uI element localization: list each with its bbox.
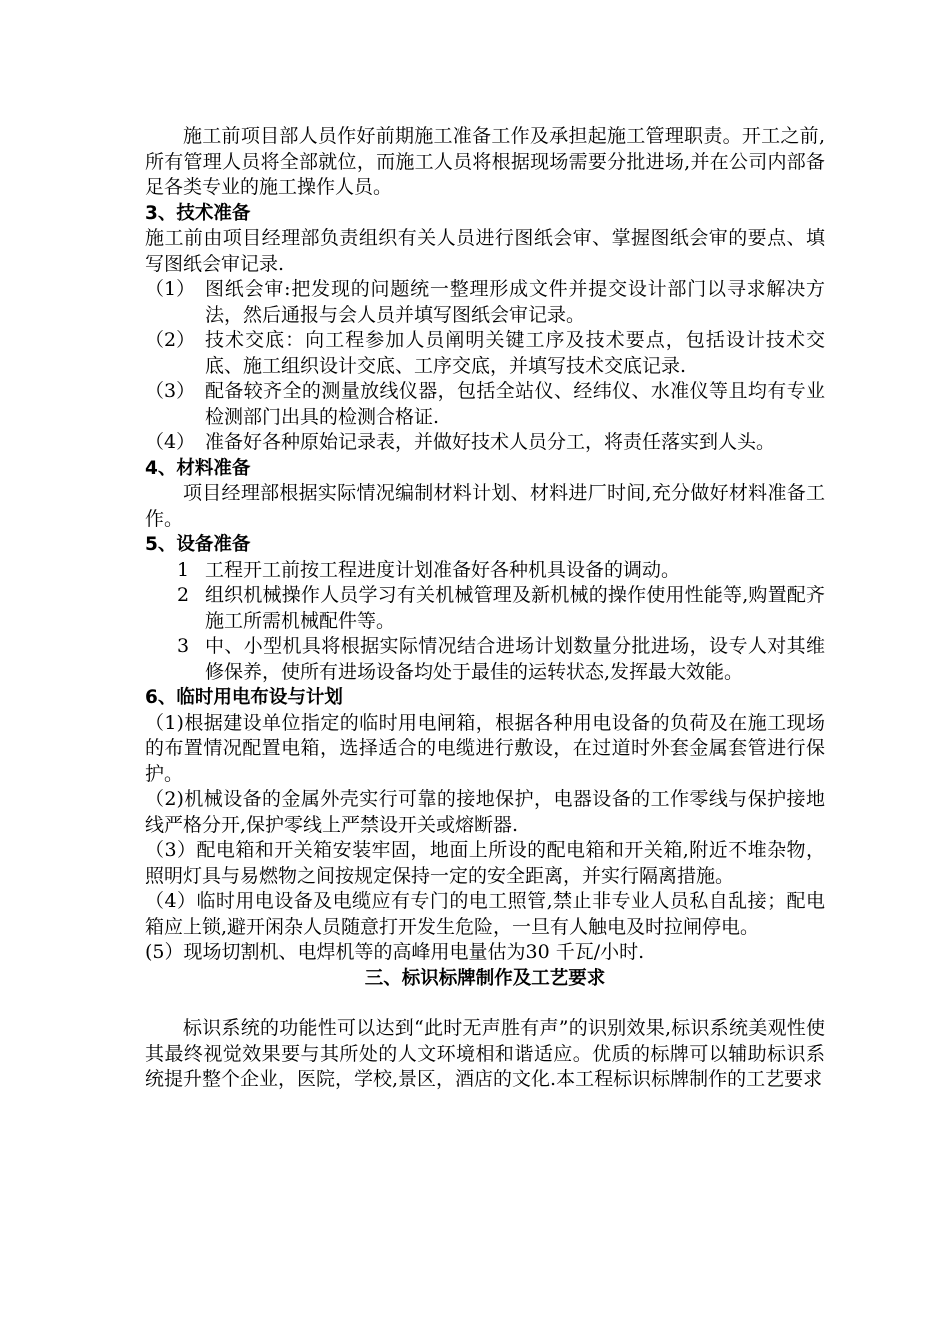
heading-tech-preparation: 3、技术准备: [145, 202, 251, 224]
signage-paragraph: 标识系统的功能性可以达到“此时无声胜有声”的识别效果,标识系统美观性使其最终视觉效果要与其所处的人文环境相和谐适应。优质的标牌可以辅助标识系统提升整个企业，医院，学校,景区，酒店的文化.本工程标识标牌制作的工艺要求: [145, 1017, 825, 1090]
item-text: 技术交底：向工程参加人员阐明关键工序及技术要点，包括设计技术交底、施工组织设计交底、工序交底，并填写技术交底记录.: [205, 329, 825, 377]
heading-temporary-power: 6、临时用电布设与计划: [145, 687, 343, 708]
power-paragraph: （4）临时用电设备及电缆应有专门的电工照管,禁止非专业人员私自乱接；配电箱应上锁,避开闲杂人员随意打开发生危险，一旦有人触电及时拉闸停电。: [145, 890, 825, 938]
heading-equipment-preparation: 5、设备准备: [145, 534, 251, 555]
equipment-item: [145, 634, 825, 685]
intro-paragraph: 施工前项目部人员作好前期施工准备工作及承担起施工管理职责。开工之前,所有管理人员将全部就位，而施工人员将根据现场需要分批进场,并在公司内部备足各类专业的施工操作人员。: [145, 125, 825, 198]
item-number: （3）: [145, 380, 196, 402]
tech-item: [145, 277, 825, 328]
item-text: 图纸会审:把发现的问题统一整理形成文件并提交设计部门以寻求解决方法，然后通报与会人员并填写图纸会审记录。: [205, 278, 825, 326]
item-number: 1: [177, 558, 190, 581]
item-text: 中、小型机具将根据实际情况结合进场计划数量分批进场，设专人对其维修保养，使所有进场设备均处于最佳的运转状态,发挥最大效能。: [205, 635, 825, 683]
heading-signage-requirements: 三、标识标牌制作及工艺要求: [364, 967, 606, 989]
tech-item: [145, 379, 825, 430]
item-number: 2: [177, 584, 190, 606]
item-text: 工程开工前按工程进度计划准备好各种机具设备的调动。: [205, 558, 681, 581]
item-text: 准备好各种原始记录表，并做好技术人员分工，将责任落实到人头。: [205, 431, 776, 453]
item-number: 3: [177, 635, 190, 657]
tech-item: [145, 430, 825, 456]
tech-intro-paragraph: 施工前由项目经理部负责组织有关人员进行图纸会审、掌握图纸会审的要点、填写图纸会审记录.: [145, 227, 825, 275]
tech-item: [145, 328, 825, 379]
material-paragraph: 项目经理部根据实际情况编制材料计划、材料进厂时间,充分做好材料准备工作。: [145, 482, 825, 530]
equipment-item: [145, 583, 825, 634]
power-paragraph: （3）配电箱和开关箱安装牢固，地面上所设的配电箱和开关箱,附近不堆杂物，照明灯具与易燃物之间按规定保持一定的安全距离，并实行隔离措施。: [145, 839, 825, 887]
heading-material-preparation: 4、材料准备: [145, 457, 251, 479]
power-paragraph: （2)机械设备的金属外壳实行可靠的接地保护，电器设备的工作零线与保护接地线严格分开,保护零线上严禁设开关或熔断器.: [145, 788, 825, 836]
item-number: （4）: [145, 431, 196, 453]
item-number: （2）: [145, 329, 196, 351]
item-number: （1）: [145, 278, 196, 300]
power-paragraph: (5）现场切割机、电焊机等的高峰用电量估为30 千瓦/小时.: [145, 941, 645, 963]
item-text: 配备较齐全的测量放线仪器，包括全站仪、经纬仪、水准仪等且均有专业检测部门出具的检测合格证.: [205, 380, 825, 428]
power-paragraph: （1)根据建设单位指定的临时用电闸箱，根据各种用电设备的负荷及在施工现场的布置情况配置电箱，选择适合的电缆进行敷设，在过道时外套金属套管进行保护。: [145, 711, 825, 785]
document-page: [145, 124, 825, 1093]
item-text: 组织机械操作人员学习有关机械管理及新机械的操作使用性能等,购置配齐施工所需机械配件等。: [205, 584, 825, 632]
equipment-item: [145, 558, 825, 584]
